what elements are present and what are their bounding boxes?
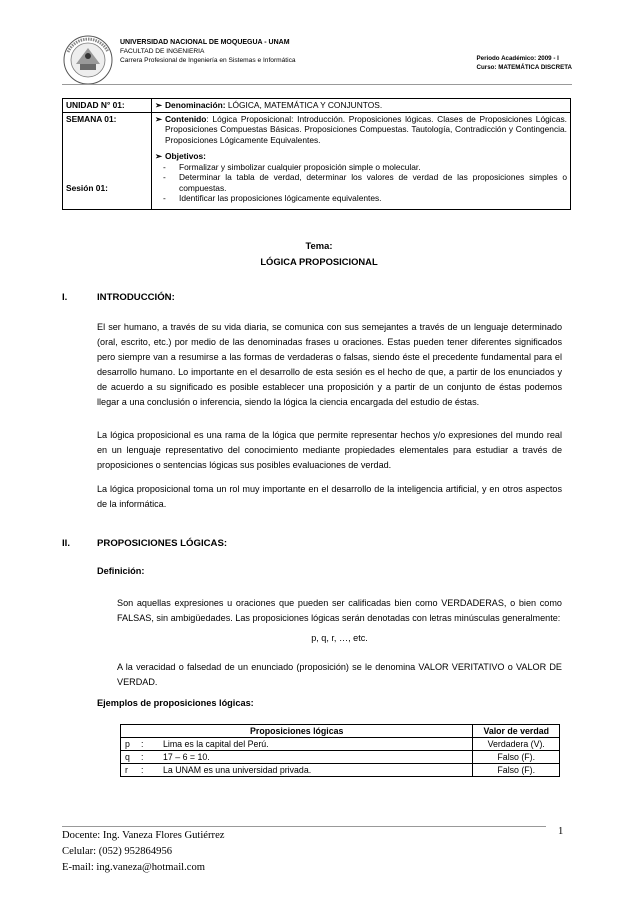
topic-title: LÓGICA PROPOSICIONAL (260, 256, 378, 267)
column-header: Proposiciones lógicas (121, 725, 473, 738)
section-number: II. (62, 538, 70, 549)
page-footer (62, 828, 224, 876)
intro-paragraph-3: La lógica proposicional toma un rol muy importante en el desarrollo de la inteligencia artificial, y en otros aspectos de la informática. (97, 484, 562, 509)
intro-paragraph-2: La lógica proposicional es una rama de la lógica que permite representar hechos y/o expresiones del mundo real en un lenguaje representativo del conocimiento mediante propiedades elementales para estudiar a través de proposiciones o sentencias lógicas sus posibles evaluaciones de verdad. (97, 430, 562, 470)
prop-var: r (121, 764, 138, 777)
footer-divider (62, 826, 546, 827)
table-row (121, 751, 560, 764)
table-row (121, 764, 560, 777)
course-info (477, 54, 572, 72)
definition-paragraph-2: A la veracidad o falsedad de un enunciado (proposición) se le denomina VALOR VERITATIVO o VALOR DE VERDAD. (117, 662, 562, 687)
objective-item: - Identificar las proposiciones lógicamente equivalentes. (163, 193, 382, 203)
definition-letters: p, q, r, …, etc. (311, 633, 368, 643)
teacher-phone: Celular: (052) 952864956 (62, 846, 173, 857)
denomination-label: Denominación: (165, 100, 226, 110)
objective-item: - Formalizar y simbolizar cualquier proposición simple o molecular. (163, 161, 421, 172)
arrow-bullet-icon: ➢ (155, 151, 163, 161)
prop-sep: : (137, 764, 159, 777)
prop-value: Verdadera (V). (473, 738, 560, 751)
definition-label: Definición: (97, 566, 145, 576)
objectives-label: Objetivos: (165, 151, 206, 161)
prop-sep: : (137, 751, 159, 764)
content-label: Contenido (165, 113, 207, 124)
university-name: UNIVERSIDAD NACIONAL DE MOQUEGUA - UNAM (120, 39, 290, 46)
career-name: Carrera Profesional de Ingeniería en Sistemas e Informática (120, 57, 296, 64)
content-block (155, 114, 567, 146)
prop-value: Falso (F). (473, 764, 560, 777)
prop-var: q (121, 751, 138, 764)
content-value: : Lógica Proposicional: Introducción. Proposiciones lógicas. Clases de Proposiciones Lógicas. Proposiciones Compuestas Básicas. Proposiciones Compuestas. Tautología, Contradicción y Contingencia. Proposiciones Lógicamente Equivalentes. (165, 113, 567, 145)
faculty-name: FACULTAD DE INGENIERIA (120, 48, 205, 55)
university-seal-icon (62, 34, 120, 86)
course-name: Curso: MATEMÁTICA DISCRETA (476, 64, 572, 71)
arrow-bullet-icon: ➢ (155, 113, 163, 124)
denomination-cell (152, 99, 571, 113)
intro-paragraph-1: El ser humano, a través de su vida diaria, se comunica con sus semejantes a través de un lenguaje determinado (oral, escrito, etc.) por medio de las denominadas frases u oraciones. Estas pueden tener diferentes significados pero siempre van a resumirse a las formas de verdaderas o falsas, siendo éste el precedente fundamental para el desarrollo humano. Lo importante en el desarrollo de esta sesión es el hecho de que, a partir de los enunciados y de acuerdo a su significado es posible establecer una proposición y a partir de un conjunto de éstas podemos llegar a una conclusión o inferencia, siendo la lógica la ciencia encargada del estudio de éstas. (97, 322, 562, 407)
objectives-block (155, 151, 567, 162)
column-header: Valor de verdad (473, 725, 560, 738)
prop-text: 17 – 6 = 10. (159, 751, 473, 764)
week-cell (63, 112, 152, 209)
prop-text: La UNAM es una universidad privada. (159, 764, 473, 777)
unit-label: UNIDAD N° 01: (63, 99, 152, 113)
session-label: Sesión 01: (66, 182, 108, 193)
section-title: INTRODUCCIÓN: (97, 292, 175, 303)
objective-item: - Determinar la tabla de verdad, determinar los valores de verdad de las proposiciones simples o compuestas. (163, 172, 567, 193)
prop-var: p (121, 738, 138, 751)
section-title: PROPOSICIONES LÓGICAS: (97, 538, 228, 549)
page-number: 1 (558, 826, 564, 837)
teacher-email: E-mail: ing.vaneza@hotmail.com (62, 862, 206, 873)
prop-text: Lima es la capital del Perú. (159, 738, 473, 751)
table-row (121, 738, 560, 751)
examples-table (120, 724, 560, 777)
prop-sep: : (137, 738, 159, 751)
table-header-row (121, 725, 560, 738)
section-number: I. (62, 292, 68, 303)
definition-paragraph-1: Son aquellas expresiones u oraciones que pueden ser calificadas bien como VERDADERAS, o bien como FALSAS, sin ambigüedades. Las proposiciones lógicas serán denotadas con letras minúsculas generalmente: (117, 598, 562, 623)
denomination-value: LÓGICA, MATEMÁTICA Y CONJUNTOS. (227, 100, 383, 110)
topic-label: Tema: (305, 240, 333, 251)
prop-value: Falso (F). (473, 751, 560, 764)
arrow-bullet-icon: ➢ (155, 100, 163, 110)
week-label: SEMANA 01: (66, 113, 117, 124)
unit-table (62, 98, 571, 210)
header-divider (62, 84, 572, 85)
institution-block (120, 38, 296, 65)
teacher-name: Docente: Ing. Vaneza Flores Gutiérrez (62, 830, 225, 841)
examples-label: Ejemplos de proposiciones lógicas: (97, 698, 254, 708)
page-header (62, 34, 572, 84)
content-cell (152, 112, 571, 209)
academic-period: Periodo Académico: 2009 - I (476, 55, 559, 62)
